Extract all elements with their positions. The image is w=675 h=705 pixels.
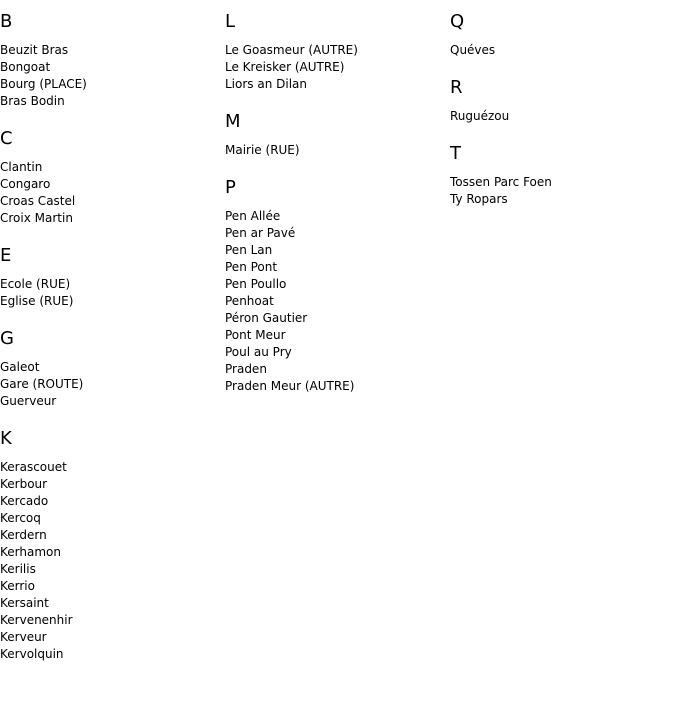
street-link[interactable]: Praden: [225, 362, 267, 376]
street-link[interactable]: Kercado: [0, 494, 49, 508]
street-link[interactable]: Kerascouet: [0, 460, 67, 474]
street-link[interactable]: Guerveur: [0, 394, 57, 408]
street-link[interactable]: Clantin: [0, 160, 43, 174]
street-link[interactable]: Poul au Pry: [225, 345, 292, 359]
street-list: [0, 42, 220, 110]
letter-group-b: [0, 12, 220, 110]
street-link[interactable]: Ecole (RUE): [0, 277, 71, 291]
street-link[interactable]: Bongoat: [0, 60, 51, 74]
letter-heading: B: [0, 11, 13, 32]
street-link[interactable]: Kerdern: [0, 528, 47, 542]
street-list: [225, 142, 445, 159]
street-link[interactable]: Bras Bodin: [0, 94, 65, 108]
street-link[interactable]: Croix Martin: [0, 211, 73, 225]
street-link[interactable]: Bourg (PLACE): [0, 77, 87, 91]
street-link[interactable]: Liors an Dilan: [225, 77, 308, 91]
street-link[interactable]: Beuzit Bras: [0, 43, 69, 57]
letter-group-l: [225, 12, 445, 93]
street-link[interactable]: Pen Poullo: [225, 277, 287, 291]
letter-group-m: [225, 112, 445, 159]
street-link[interactable]: Quéves: [450, 43, 496, 57]
letter-group-t: [450, 144, 670, 208]
letter-heading: E: [0, 245, 12, 266]
letter-group-p: [225, 178, 445, 395]
street-link[interactable]: Pen Pont: [225, 260, 278, 274]
letter-heading: P: [225, 177, 236, 198]
street-link[interactable]: Kervolquin: [0, 647, 64, 661]
street-link[interactable]: Pen ar Pavé: [225, 226, 296, 240]
street-link[interactable]: Praden Meur (AUTRE): [225, 379, 355, 393]
letter-group-q: [450, 12, 670, 59]
street-link[interactable]: Kerveur: [0, 630, 47, 644]
letter-group-g: [0, 329, 220, 410]
street-link[interactable]: Pont Meur: [225, 328, 286, 342]
letter-group-e: [0, 246, 220, 310]
street-list: [225, 208, 445, 395]
street-link[interactable]: Péron Gautier: [225, 311, 308, 325]
letter-heading: M: [225, 111, 241, 132]
letter-group-k: [0, 429, 220, 663]
street-link[interactable]: Galeot: [0, 360, 40, 374]
street-link[interactable]: Penhoat: [225, 294, 274, 308]
street-link[interactable]: Congaro: [0, 177, 51, 191]
street-link[interactable]: Kerrio: [0, 579, 35, 593]
street-link[interactable]: Kerilis: [0, 562, 36, 576]
column-3: [450, 12, 670, 227]
street-link[interactable]: Kervenenhir: [0, 613, 73, 627]
street-link[interactable]: Pen Allée: [225, 209, 281, 223]
street-list: [0, 359, 220, 410]
column-1: [0, 12, 220, 682]
street-link[interactable]: Mairie (RUE): [225, 143, 300, 157]
street-link[interactable]: Eglise (RUE): [0, 294, 74, 308]
letter-heading: R: [450, 77, 463, 98]
street-link[interactable]: Ruguézou: [450, 109, 510, 123]
street-list: [225, 42, 445, 93]
street-list: [450, 42, 670, 59]
street-list: [450, 108, 670, 125]
letter-heading: G: [0, 328, 14, 349]
street-list: [450, 174, 670, 208]
column-2: [225, 12, 445, 414]
letter-heading: T: [450, 143, 461, 164]
street-link[interactable]: Pen Lan: [225, 243, 273, 257]
street-link[interactable]: Kerhamon: [0, 545, 61, 559]
street-link[interactable]: Kercoq: [0, 511, 41, 525]
street-list: [0, 459, 220, 663]
street-list: [0, 159, 220, 227]
letter-heading: Q: [450, 11, 465, 32]
street-link[interactable]: Le Kreisker (AUTRE): [225, 60, 345, 74]
street-list: [0, 276, 220, 310]
street-link[interactable]: Le Goasmeur (AUTRE): [225, 43, 358, 57]
street-link[interactable]: Kersaint: [0, 596, 49, 610]
street-link[interactable]: Tossen Parc Foen: [450, 175, 552, 189]
letter-heading: K: [0, 428, 12, 449]
letter-group-r: [450, 78, 670, 125]
letter-heading: L: [225, 11, 236, 32]
street-link[interactable]: Ty Ropars: [450, 192, 508, 206]
street-link[interactable]: Croas Castel: [0, 194, 76, 208]
street-link[interactable]: Kerbour: [0, 477, 48, 491]
letter-group-c: [0, 129, 220, 227]
letter-heading: C: [0, 128, 13, 149]
street-link[interactable]: Gare (ROUTE): [0, 377, 84, 391]
